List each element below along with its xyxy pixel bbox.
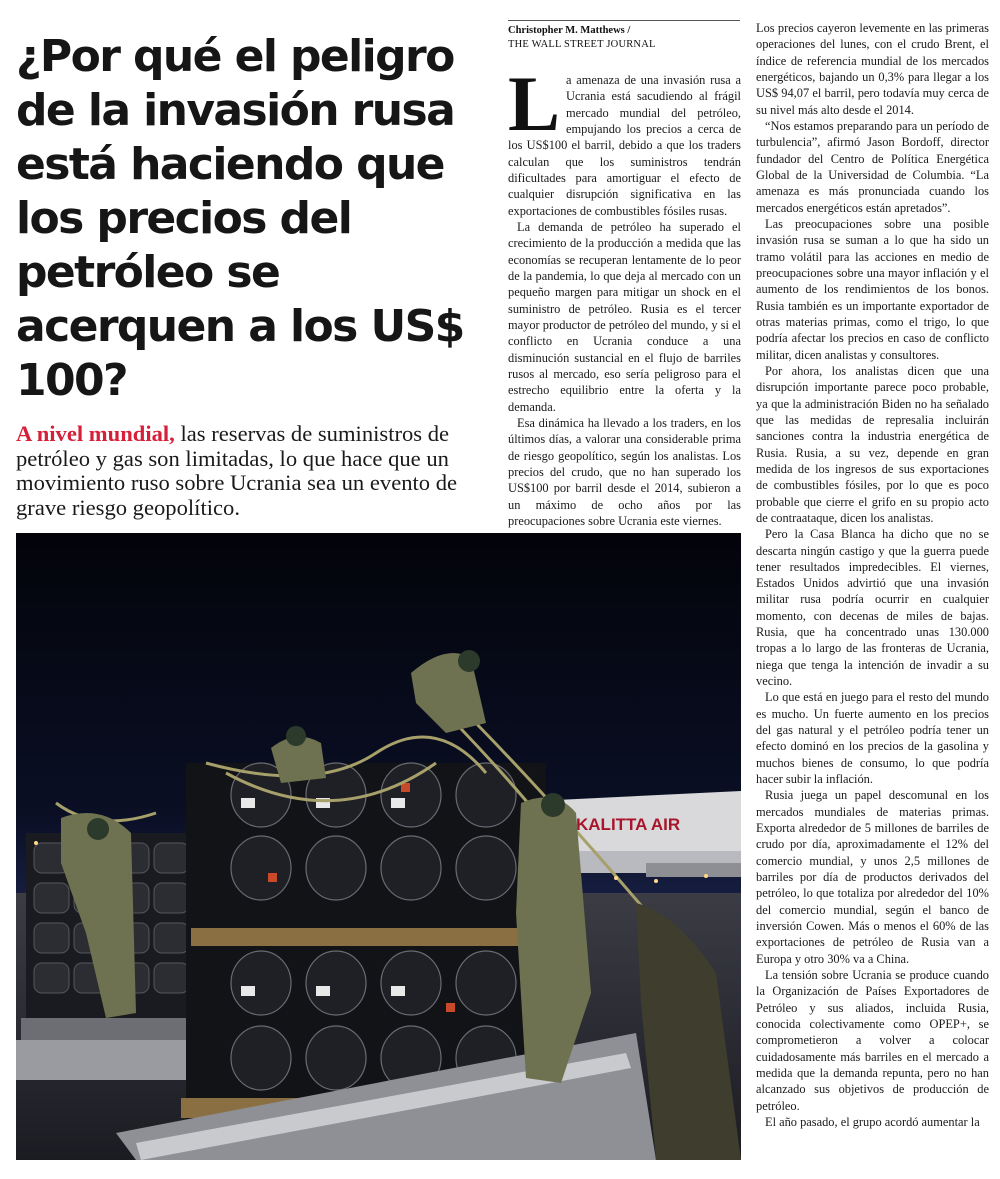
article-paragraph: Por ahora, los analistas dicen que una disrupción importante parece poco probable, ya que la administración Biden no ha señalado que las medidas de represalia incluirán sanciones contra la industria energética de Rusia. Rusia, a su vez, depende en gran medida de los ingresos de sus exportaciones de combustibles fósiles, por lo que es poco probable que cierre el grifo en su propio acto de contraataque, dicen los analistas. [756,363,989,525]
article-paragraph: a amenaza de una invasión rusa a Ucrania está sacudiendo al frágil mercado mundial del petróleo, empujando los precios a cerca de los US$100 el barril, debido a que los traders calculan que los suministros tendrán dificultades para amortiguar el efecto de cualquier disrupción significativa en las exportaciones de combustibles fósiles rusas. [508,73,741,218]
article-column-1 [508,60,741,529]
article-paragraph: Los precios cayeron levemente en las primeras operaciones del lunes, con el crudo Brent, el índice de referencia mundial de los mercados energéticos, bajando un 0,3% para llegar a los US$ 94,07 el barril, pero todavía muy cerca de su nivel más alto desde el 2014. [756,21,989,117]
article-column-2 [756,20,989,1130]
photo-illustration [16,533,741,1160]
deck [16,422,501,520]
article-paragraph: Esa dinámica ha llevado a los traders, en los últimos días, a valorar una considerable prima de riesgo geopolítico, según los analistas. Los precios del crudo, que no han superado los US$100 por barril desde el 2014, subieron a un máximo de ocho años por las preocupaciones sobre Ucrania este viernes. [508,415,741,528]
article-paragraph: La tensión sobre Ucrania se produce cuando la Organización de Países Exportadores de Petróleo y sus aliados, incluida Rusia, conocida colectivamente como OPEP+, se comprometieron a volver a colocar cuidadosamente más barriles en el mercado a medida que la demanda repunta, pero no han alcanzado sus objetivos de producción de petróleo. [756,968,989,1113]
byline [508,20,740,52]
article-paragraph: Las preocupaciones sobre una posible invasión rusa se suman a lo que ha sido un tramo volátil para las acciones en medio de preocupaciones sobre una mayor inflación y el aumento de los rendimientos de los bonos. Rusia también es un importante exportador de otras materias primas, como el trigo, lo que podría afectar los precios en caso de conflicto militar, dicen analistas y consultores. [756,216,989,362]
article-paragraph: “Nos estamos preparando para un período de turbulencia”, afirmó Jason Bordoff, director fundador del Centro de Política Energética Global de la Universidad de Columbia. “La amenaza es más pronunciada cuando los mercados energéticos están apretados”. [756,118,989,215]
article-paragraph: Rusia juega un papel descomunal en los mercados mundiales de materias primas. Exporta alrededor de 5 millones de barriles de crudo por día, aproximadamente el 12% del comercio mundial, y unos 2,5 millones de barriles por día de productos derivados del petróleo, lo que totaliza por alrededor del 10% del comercio mundial, según el banco de inversión Cowen. Más o menos el 60% de las exportaciones de petróleo de Rusia van a Europa y otro 30% va a China. [756,788,989,966]
aircraft-livery-text: KALITTA AIR [576,815,681,834]
drop-cap: L [508,60,561,147]
deck-text: las reservas de suministros de petróleo y gas son limitadas, lo que hace que un movimiento ruso sobre Ucrania sea un evento de grave riesgo geopolítico. [16,421,458,520]
byline-publication: THE WALL STREET JOURNAL [508,39,656,50]
article-paragraph: El año pasado, el grupo acordó aumentar la [765,1114,980,1129]
article-paragraph: Lo que está en juego para el resto del mundo es mucho. Un fuerte aumento en los precios del gas natural y el petróleo podría tener un efecto dominó en los precios de la gasolina y muchos bienes de consumo, lo que podría hacer subir la inflación. [756,690,989,787]
deck-kicker: A nivel mundial, [16,421,175,446]
headline: ¿Por qué el peligro de la invasión rusa está haciendo que los precios del petróleo se acerquen a los US$ 100? [16,31,464,406]
news-photo [16,533,741,1160]
article-paragraph: La demanda de petróleo ha superado el crecimiento de la producción a medida que las economías se recuperan lentamente de lo peor de la pandemia, lo que deja al mercado con un pequeño margen para mitigar un shock en el suministro de petróleo. Rusia es el tercer mayor productor de petróleo del mundo, y si el conflicto en Ucrania conduce a una disminución sustancial en el flujo de barriles rusos al mercado, eso sería peligroso para el estrecho equilibrio entre la oferta y la demanda. [508,219,741,414]
byline-author: Christopher M. Matthews / [508,25,631,36]
article-paragraph: Pero la Casa Blanca ha dicho que no se descarta ningún castigo y que la guerra puede tener resultados impredecibles. El viernes, Estados Unidos advirtió que una invasión militar rusa podría ocurrir en cualquier momento, con decenas de miles de bajas. Rusia, que ha concentrado unas 130.000 tropas a lo largo de las fronteras de Ucrania, niega que tenga la intención de invadir a su vecino. [756,527,989,689]
